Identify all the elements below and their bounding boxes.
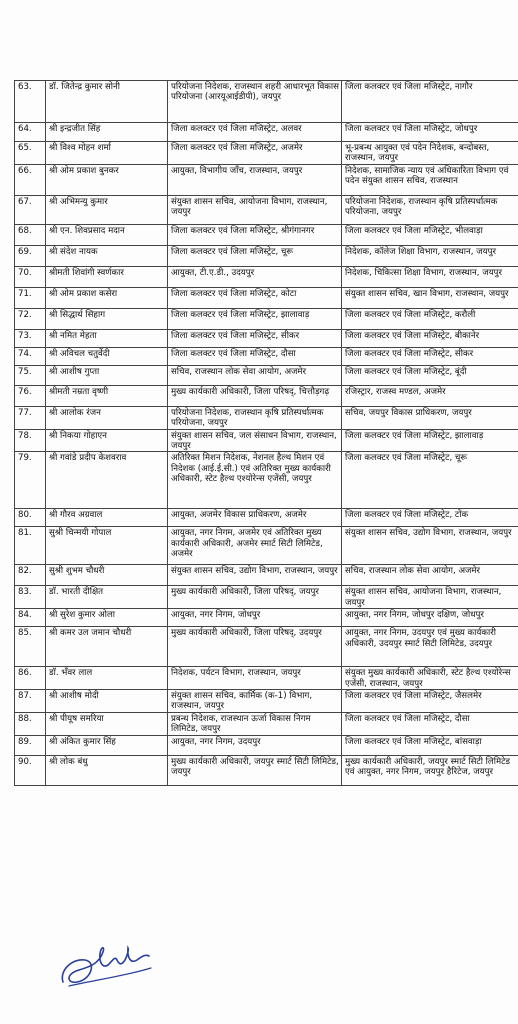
- officer-name-cell: श्री अविचल चतुर्वेदी: [46, 347, 168, 365]
- new-posting-cell: परियोजना निदेशक, राजस्थान कृषि प्रतिस्पर्धात्मक परियोजना, जयपुर: [342, 195, 518, 224]
- officer-name-cell: श्रीमती शिवांगी स्वर्णकार: [46, 266, 168, 287]
- new-posting-cell: रजिस्ट्रार, राजस्व मण्डल, अजमेर: [342, 385, 518, 406]
- current-posting-cell: मुख्य कार्यकारी अधिकारी, जिला परिषद्, जयपुर: [168, 586, 342, 609]
- officer-name-cell: श्री गौरव अग्रवाल: [46, 509, 168, 527]
- new-posting-cell: जिला कलक्टर एवं जिला मजिस्ट्रेट, टोंक: [342, 509, 518, 527]
- new-posting-cell: संयुक्त मुख्य कार्यकारी अधिकारी, स्टेट हैल्थ एश्योरेन्स एजेंसी, राजस्थान, जयपुर: [342, 667, 518, 690]
- serial-number-cell: 66.: [15, 164, 46, 195]
- officer-name-cell: डॉ. भँवर लाल: [46, 667, 168, 690]
- new-posting-cell: जिला कलक्टर एवं जिला मजिस्ट्रेट, जैसलमेर: [342, 690, 518, 713]
- new-posting-cell: जिला कलक्टर एवं जिला मजिस्ट्रेट, सीकर: [342, 347, 518, 365]
- officer-name-cell: श्री गवांडे प्रदीप केशवराव: [46, 452, 168, 509]
- transfer-order-table: [14, 80, 518, 786]
- officer-name-cell: श्री कमर उल जमान चौधरी: [46, 627, 168, 667]
- officer-name-cell: सुश्री चिन्मयी गोपाल: [46, 527, 168, 565]
- serial-number-cell: 75.: [15, 365, 46, 385]
- table-row: [15, 406, 518, 429]
- officer-name-cell: श्री आलोक रंजन: [46, 406, 168, 429]
- new-posting-cell: जिला कलक्टर एवं जिला मजिस्ट्रेट, बांसवाड़ा: [342, 735, 518, 755]
- table-row: [15, 667, 518, 690]
- serial-number-cell: 65.: [15, 142, 46, 165]
- current-posting-cell: मुख्य कार्यकारी अधिकारी, जिला परिषद्, उदयपुर: [168, 627, 342, 667]
- current-posting-cell: सचिव, राजस्थान लोक सेवा आयोग, अजमेर: [168, 365, 342, 385]
- new-posting-cell: आयुक्त, नगर निगम, जोधपुर दक्षिण, जोधपुर: [342, 609, 518, 627]
- officer-name-cell: श्री संदेश नायक: [46, 245, 168, 266]
- table-row: [15, 712, 518, 735]
- table-row: [15, 245, 518, 266]
- serial-number-cell: 70.: [15, 266, 46, 287]
- new-posting-cell: निदेशक, सामाजिक न्याय एवं अधिकारिता विभाग एवं पदेन संयुक्त शासन सचिव, राजस्थान: [342, 164, 518, 195]
- table-row: [15, 195, 518, 224]
- current-posting-cell: जिला कलक्टर एवं जिला मजिस्ट्रेट, अलवर: [168, 123, 342, 142]
- officer-name-cell: श्री इन्द्रजीत सिंह: [46, 123, 168, 142]
- table-row: [15, 735, 518, 755]
- new-posting-cell: जिला कलक्टर एवं जिला मजिस्ट्रेट, चूरू: [342, 452, 518, 509]
- table-row: [15, 627, 518, 667]
- officer-name-cell: श्री अभिमन्यु कुमार: [46, 195, 168, 224]
- table-row: [15, 81, 518, 123]
- serial-number-cell: 63.: [15, 81, 46, 123]
- table-row: [15, 224, 518, 245]
- current-posting-cell: आयुक्त, विभागीय जाँच, राजस्थान, जयपुर: [168, 164, 342, 195]
- new-posting-cell: जिला कलक्टर एवं जिला मजिस्ट्रेट, बूंदी: [342, 365, 518, 385]
- table-row: [15, 347, 518, 365]
- serial-number-cell: 89.: [15, 735, 46, 755]
- new-posting-cell: जिला कलक्टर एवं जिला मजिस्ट्रेट, नागौर: [342, 81, 518, 123]
- officer-name-cell: सुश्री शुभम चौधरी: [46, 565, 168, 586]
- current-posting-cell: संयुक्त शासन सचिव, उद्योग विभाग, राजस्थान, जयपुर: [168, 565, 342, 586]
- officer-name-cell: डॉ. जितेन्द्र कुमार सोनी: [46, 81, 168, 123]
- serial-number-cell: 83.: [15, 586, 46, 609]
- table-row: [15, 690, 518, 713]
- officer-name-cell: श्री सुरेश कुमार ओला: [46, 609, 168, 627]
- table-row: [15, 509, 518, 527]
- table-row: [15, 329, 518, 347]
- serial-number-cell: 88.: [15, 712, 46, 735]
- serial-number-cell: 77.: [15, 406, 46, 429]
- table-row: [15, 452, 518, 509]
- serial-number-cell: 84.: [15, 609, 46, 627]
- table-row: [15, 308, 518, 329]
- table-row: [15, 755, 518, 785]
- current-posting-cell: परियोजना निदेशक, राजस्थान शहरी आधारभूत विकास परियोजना (आरयूआईडीपी), जयपुर: [168, 81, 342, 123]
- serial-number-cell: 78.: [15, 429, 46, 452]
- current-posting-cell: जिला कलक्टर एवं जिला मजिस्ट्रेट, कोटा: [168, 287, 342, 308]
- officer-name-cell: श्री आशीष मोदी: [46, 690, 168, 713]
- new-posting-cell: भू-प्रबन्ध आयुक्त एवं पदेन निदेशक, बन्दोबस्त, राजस्थान, जयपुर: [342, 142, 518, 165]
- current-posting-cell: निदेशक, पर्यटन विभाग, राजस्थान, जयपुर: [168, 667, 342, 690]
- table-row: [15, 385, 518, 406]
- new-posting-cell: जिला कलक्टर एवं जिला मजिस्ट्रेट, जोधपुर: [342, 123, 518, 142]
- current-posting-cell: जिला कलक्टर एवं जिला मजिस्ट्रेट, झालावाड़: [168, 308, 342, 329]
- current-posting-cell: जिला कलक्टर एवं जिला मजिस्ट्रेट, सीकर: [168, 329, 342, 347]
- new-posting-cell: आयुक्त, नगर निगम, उदयपुर एवं मुख्य कार्यकारी अधिकारी, उदयपुर स्मार्ट सिटी लिमिटेड, उदयपुर: [342, 627, 518, 667]
- serial-number-cell: 87.: [15, 690, 46, 713]
- serial-number-cell: 68.: [15, 224, 46, 245]
- current-posting-cell: आयुक्त, नगर निगम, उदयपुर: [168, 735, 342, 755]
- officer-name-cell: श्री विश्व मोहन शर्मा: [46, 142, 168, 165]
- table-row: [15, 586, 518, 609]
- current-posting-cell: संयुक्त शासन सचिव, जल संसाधन विभाग, राजस्थान, जयपुर: [168, 429, 342, 452]
- serial-number-cell: 74.: [15, 347, 46, 365]
- table-row: [15, 266, 518, 287]
- serial-number-cell: 90.: [15, 755, 46, 785]
- serial-number-cell: 85.: [15, 627, 46, 667]
- new-posting-cell: जिला कलक्टर एवं जिला मजिस्ट्रेट, दौसा: [342, 712, 518, 735]
- table-row: [15, 565, 518, 586]
- table-row: [15, 164, 518, 195]
- serial-number-cell: 81.: [15, 527, 46, 565]
- new-posting-cell: संयुक्त शासन सचिव, आयोजना विभाग, राजस्थान, जयपुर: [342, 586, 518, 609]
- officer-name-cell: श्री ओम प्रकाश बुनकर: [46, 164, 168, 195]
- new-posting-cell: संयुक्त शासन सचिव, खान विभाग, राजस्थान, जयपुर: [342, 287, 518, 308]
- serial-number-cell: 64.: [15, 123, 46, 142]
- new-posting-cell: जिला कलक्टर एवं जिला मजिस्ट्रेट, बीकानेर: [342, 329, 518, 347]
- serial-number-cell: 79.: [15, 452, 46, 509]
- table-row: [15, 287, 518, 308]
- new-posting-cell: जिला कलक्टर एवं जिला मजिस्ट्रेट, भीलवाड़ा: [342, 224, 518, 245]
- serial-number-cell: 72.: [15, 308, 46, 329]
- current-posting-cell: जिला कलक्टर एवं जिला मजिस्ट्रेट, दौसा: [168, 347, 342, 365]
- current-posting-cell: जिला कलक्टर एवं जिला मजिस्ट्रेट, अजमेर: [168, 142, 342, 165]
- current-posting-cell: परियोजना निदेशक, राजस्थान कृषि प्रतिस्पर्धात्मक परियोजना, जयपुर: [168, 406, 342, 429]
- serial-number-cell: 69.: [15, 245, 46, 266]
- signature: [55, 930, 155, 992]
- current-posting-cell: मुख्य कार्यकारी अधिकारी, जयपुर स्मार्ट सिटी लिमिटेड, जयपुर: [168, 755, 342, 785]
- current-posting-cell: जिला कलक्टर एवं जिला मजिस्ट्रेट, श्रीगंगानगर: [168, 224, 342, 245]
- serial-number-cell: 67.: [15, 195, 46, 224]
- officer-name-cell: श्री एन. शिवप्रसाद मदान: [46, 224, 168, 245]
- officer-name-cell: श्री ओम प्रकाश कसेरा: [46, 287, 168, 308]
- table-row: [15, 429, 518, 452]
- serial-number-cell: 82.: [15, 565, 46, 586]
- new-posting-cell: निदेशक, चिकित्सा शिक्षा विभाग, राजस्थान, जयपुर: [342, 266, 518, 287]
- table-row: [15, 142, 518, 165]
- new-posting-cell: सचिव, जयपुर विकास प्राधिकरण, जयपुर: [342, 406, 518, 429]
- new-posting-cell: निदेशक, कॉलेज शिक्षा विभाग, राजस्थान, जयपुर: [342, 245, 518, 266]
- table-row: [15, 123, 518, 142]
- officer-name-cell: श्री निकया गोहाएन: [46, 429, 168, 452]
- new-posting-cell: जिला कलक्टर एवं जिला मजिस्ट्रेट, करौली: [342, 308, 518, 329]
- serial-number-cell: 76.: [15, 385, 46, 406]
- officer-name-cell: श्री आशीष गुप्ता: [46, 365, 168, 385]
- new-posting-cell: जिला कलक्टर एवं जिला मजिस्ट्रेट, झालावाड़: [342, 429, 518, 452]
- new-posting-cell: संयुक्त शासन सचिव, उद्योग विभाग, राजस्थान, जयपुर: [342, 527, 518, 565]
- current-posting-cell: आयुक्त, नगर निगम, जोधपुर: [168, 609, 342, 627]
- current-posting-cell: आयुक्त, नगर निगम, अजमेर एवं अतिरिक्त मुख्य कार्यकारी अधिकारी, अजमेर स्मार्ट सिटी लिमिटेड, अजमेर: [168, 527, 342, 565]
- officer-name-cell: श्री अंकित कुमार सिंह: [46, 735, 168, 755]
- serial-number-cell: 86.: [15, 667, 46, 690]
- officer-name-cell: श्री नमित मेहता: [46, 329, 168, 347]
- serial-number-cell: 73.: [15, 329, 46, 347]
- current-posting-cell: अतिरिक्त मिशन निदेशक, नेशनल हैल्थ मिशन एवं निदेशक (आई.ई.सी.) एवं अतिरिक्त मुख्य कार्यकारी अधिकारी, स्टेट हैल्थ एश्योरेन्स एजेंसी, जयपुर: [168, 452, 342, 509]
- officer-name-cell: श्री लोक बंधु: [46, 755, 168, 785]
- current-posting-cell: आयुक्त, टी.ए.डी., उदयपुर: [168, 266, 342, 287]
- table-row: [15, 527, 518, 565]
- current-posting-cell: जिला कलक्टर एवं जिला मजिस्ट्रेट, चूरू: [168, 245, 342, 266]
- current-posting-cell: आयुक्त, अजमेर विकास प्राधिकरण, अजमेर: [168, 509, 342, 527]
- officer-name-cell: श्रीमती नम्रता वृष्णी: [46, 385, 168, 406]
- table-row: [15, 609, 518, 627]
- officer-name-cell: डॉ. भारती दीक्षित: [46, 586, 168, 609]
- table-body: [15, 81, 518, 786]
- new-posting-cell: मुख्य कार्यकारी अधिकारी, जयपुर स्मार्ट सिटी लिमिटेड एवं आयुक्त, नगर निगम, जयपुर हैरिटेज, जयपुर: [342, 755, 518, 785]
- current-posting-cell: संयुक्त शासन सचिव, आयोजना विभाग, राजस्थान, जयपुर: [168, 195, 342, 224]
- serial-number-cell: 80.: [15, 509, 46, 527]
- current-posting-cell: प्रबन्ध निदेशक, राजस्थान ऊर्जा विकास निगम लिमिटेड, जयपुर: [168, 712, 342, 735]
- officer-name-cell: श्री सिद्धार्थ सिहाग: [46, 308, 168, 329]
- table-row: [15, 365, 518, 385]
- current-posting-cell: मुख्य कार्यकारी अधिकारी, जिला परिषद्, चित्तौड़गढ़: [168, 385, 342, 406]
- officer-name-cell: श्री पीयूष समरिया: [46, 712, 168, 735]
- serial-number-cell: 71.: [15, 287, 46, 308]
- current-posting-cell: संयुक्त शासन सचिव, कार्मिक (क-1) विभाग, राजस्थान, जयपुर: [168, 690, 342, 713]
- new-posting-cell: सचिव, राजस्थान लोक सेवा आयोग, अजमेर: [342, 565, 518, 586]
